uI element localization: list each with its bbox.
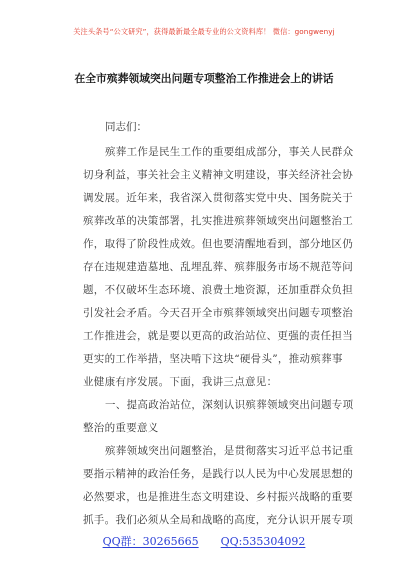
body-line: 题，不仅破坏生态环境、浪费土地资源，还加重群众负担 (83, 284, 353, 296)
body-line: 调发展。近年来，我省深入贯彻落实党中央、国务院关于 (83, 192, 353, 204)
qq-contact-link[interactable]: QQ:535304092 (220, 535, 306, 548)
body-line: 业健康有序发展。下面，我讲三点意见： (83, 376, 278, 388)
body-line: 更实的工作举措，坚决啃下这块“硬骨头”，推动殡葬事 (83, 353, 343, 365)
body-line: 必然要求，也是推进生态文明建设、乡村振兴战略的重要 (83, 491, 353, 503)
body-line: 存在违规建造墓地、乱埋乱葬、殡葬服务市场不规范等问 (83, 261, 353, 273)
body-line: 殡葬改革的决策部署，扎实推进殡葬领域突出问题整治工 (83, 215, 353, 227)
salutation: 同志们： (105, 121, 147, 133)
body-line: 切身利益，事关社会主义精神文明建设，事关经济社会协 (83, 169, 353, 181)
body-line: 殡葬工作是民生工作的重要组成部分，事关人民群众 (105, 146, 354, 158)
body-line: 殡葬领域突出问题整治，是贯彻落实习近平总书记重 (105, 445, 354, 457)
body-line: 工作推进会，就是要以更高的政治站位、更强的责任担当 (83, 330, 353, 342)
footer-contacts (0, 533, 408, 549)
section-heading: 整治的重要意义 (83, 422, 159, 434)
section-heading: 一、提高政治站位，深刻认识殡葬领域突出问题专项 (105, 399, 354, 411)
document-title: 在全市殡葬领域突出问题专项整治工作推进会上的讲话 (74, 72, 334, 85)
body-line: 抓手。我们必须从全局和战略的高度，充分认识开展专项 (83, 514, 353, 526)
body-line: 要指示精神的政治任务，是践行以人民为中心发展思想的 (83, 468, 353, 480)
body-line: 引发社会矛盾。今天召开全市殡葬领域突出问题专项整治 (83, 307, 353, 319)
body-line: 作，取得了阶段性成效。但也要清醒地看到，部分地区仍 (83, 238, 353, 250)
header-banner: 关注头条号“公文研究”，获得最新最全最专业的公文资料库！ 微信：gongwenyj (73, 27, 335, 36)
qq-group-link[interactable]: QQ群：30265665 (102, 535, 199, 548)
